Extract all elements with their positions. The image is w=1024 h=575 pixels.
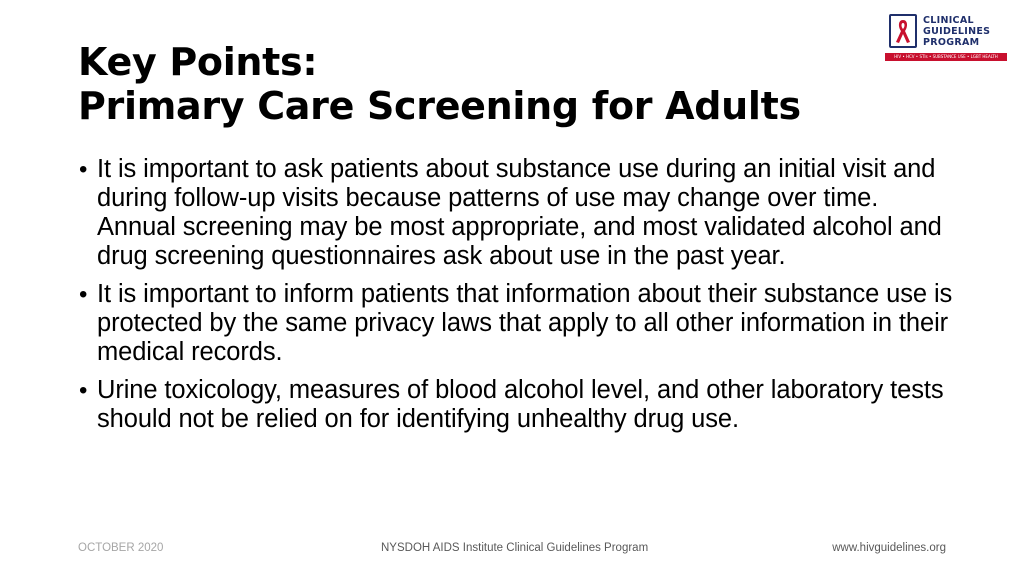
logo-tagline: HIV • HCV • STIs • SUBSTANCE USE • LGBT HEALTH — [885, 53, 1007, 61]
slide-title — [78, 40, 801, 128]
key-points-list — [78, 155, 958, 443]
logo-line2: GUIDELINES — [923, 26, 991, 37]
logo-line3: PROGRAM — [923, 37, 980, 48]
bullet-text: Urine toxicology, measures of blood alcohol level, and other laboratory tests should not be relied on for identifying unhealthy drug use. — [97, 376, 944, 433]
logo-wordmark — [923, 15, 990, 48]
list-item — [78, 376, 958, 434]
list-item — [78, 155, 958, 271]
list-item — [78, 280, 958, 367]
clinical-guidelines-logo — [885, 14, 1007, 64]
logo-frame — [889, 14, 917, 48]
slide-title-line1: Key Points: — [78, 40, 318, 84]
bullet-dot-icon: • — [79, 281, 88, 308]
red-ribbon-icon — [891, 16, 915, 46]
bullet-dot-icon: • — [79, 377, 88, 404]
bullet-text: It is important to inform patients that information about their substance use is protected by the same privacy laws that apply to all other information in their medical records. — [97, 280, 953, 366]
footer-date: OCTOBER 2020 — [78, 542, 164, 554]
slide-title-line2: Primary Care Screening for Adults — [78, 84, 801, 128]
bullet-text: It is important to ask patients about substance use during an initial visit and during follow-up visits because patterns of use may change over time. Annual screening may be most appropriate, and most validated alcohol and drug screening questionnaires ask about use in the past year. — [97, 155, 942, 270]
footer-organization: NYSDOH AIDS Institute Clinical Guidelines Program — [381, 542, 649, 554]
logo-line1: CLINICAL — [923, 15, 974, 26]
footer-url[interactable]: www.hivguidelines.org — [832, 542, 946, 554]
bullet-dot-icon: • — [79, 156, 88, 183]
